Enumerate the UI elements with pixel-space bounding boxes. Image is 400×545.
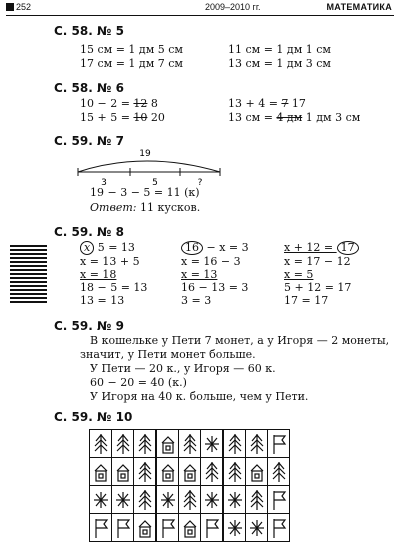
snow-icon [246,514,268,542]
flag-icon [268,430,290,458]
flag-icon [90,514,112,542]
total-arc [78,161,220,172]
snow-icon [201,430,224,458]
ex6-line: 15 + 5 = 10 20 [80,111,165,124]
ex8-line: 5 + 12 = 17 [284,281,352,294]
flag-icon [268,486,290,514]
page-number: 252 [6,2,31,12]
tree-icon [134,458,157,486]
ex6-line: 13 + 4 = 7 17 [228,97,306,110]
picture-grid [89,429,290,542]
ex8-line: 17 = 17 [284,294,329,307]
tree-icon [134,486,157,514]
flag-icon [112,514,134,542]
ex7-calc: 19 − 3 − 5 = 11 (к) [90,186,200,199]
house-icon [156,430,179,458]
ex5-line: 17 см = 1 дм 7 см [80,57,183,70]
side-stripes-decoration [10,245,47,303]
tree-icon [201,458,224,486]
house-icon [179,458,201,486]
tree-icon [246,430,268,458]
tree-icon [112,430,134,458]
tree-icon [223,430,246,458]
ex9-line: В кошельке у Пети 7 монет, а у Игоря — 2 монеты, [90,334,390,347]
ex8-line: x = 18 [80,268,117,281]
ex5-title: С. 58. № 5 [54,24,124,38]
ex8-line: x = 13 + 5 [80,255,140,268]
grid-row [90,486,290,514]
flag-icon [156,514,179,542]
ex8-line: x 5 = 13 [80,241,135,255]
ex9-title: С. 59. № 9 [54,319,124,333]
tree-icon [246,486,268,514]
house-icon [156,458,179,486]
total-label: 19 [139,149,151,159]
ex8-line: x = 13 [181,268,218,281]
ex10-title: С. 59. № 10 [54,410,133,424]
tree-icon [134,430,157,458]
ex8-line: 3 = 3 [181,294,212,307]
years: 2009–2010 гг. [205,2,261,12]
tree-icon [268,458,290,486]
seg-label: ? [197,178,203,188]
house-icon [179,514,201,542]
ex8-line: 18 − 5 = 13 [80,281,148,294]
ex9-line: значит, у Пети монет больше. [80,348,256,361]
ex8-line: 13 = 13 [80,294,125,307]
header-rule [6,15,394,16]
ex8-title: С. 59. № 8 [54,225,124,239]
snow-icon [223,514,246,542]
tree-icon [179,486,201,514]
seg-label: 5 [152,178,158,188]
ex9-line: 60 − 20 = 40 (к.) [90,376,187,389]
ex5-line: 11 см = 1 дм 1 см [228,43,331,56]
ex8-line: 16 − x = 3 [181,241,249,255]
snow-icon [112,486,134,514]
tree-icon [223,458,246,486]
ex8-line: x = 17 − 12 [284,255,351,268]
ex5-line: 13 см = 1 дм 3 см [228,57,331,70]
flag-icon [268,514,290,542]
ex9-line: У Игоря на 40 к. больше, чем у Пети. [90,390,309,403]
page-header [0,0,400,14]
house-icon [246,458,268,486]
ex8-line: 16 − 13 = 3 [181,281,249,294]
ex7-answer: Ответ: 11 кусков. [90,201,201,214]
seg-label: 3 [101,178,107,188]
snow-icon [223,486,246,514]
snow-icon [90,486,112,514]
snow-icon [201,486,224,514]
ex6-line: 13 см = 4 дм 1 дм 3 см [228,111,361,124]
ex8-line: x = 5 [284,268,314,281]
segment-diagram [70,146,230,188]
ex5-line: 15 см = 1 дм 5 см [80,43,183,56]
ex9-line: У Пети — 20 к., у Игоря — 60 к. [90,362,276,375]
ex8-line: x + 12 = 17 [284,241,359,255]
house-icon [90,458,112,486]
ex6-title: С. 58. № 6 [54,81,124,95]
flag-icon [201,514,224,542]
snow-icon [156,486,179,514]
ex7-title: С. 59. № 7 [54,134,124,148]
tree-icon [90,430,112,458]
house-icon [112,458,134,486]
grid-row [90,514,290,542]
ex8-line: x = 16 − 3 [181,255,241,268]
tree-icon [179,430,201,458]
grid-row [90,458,290,486]
house-icon [134,514,157,542]
subject: МАТЕМАТИКА [326,2,392,12]
grid-row [90,430,290,458]
ex6-line: 10 − 2 = 12 8 [80,97,158,110]
